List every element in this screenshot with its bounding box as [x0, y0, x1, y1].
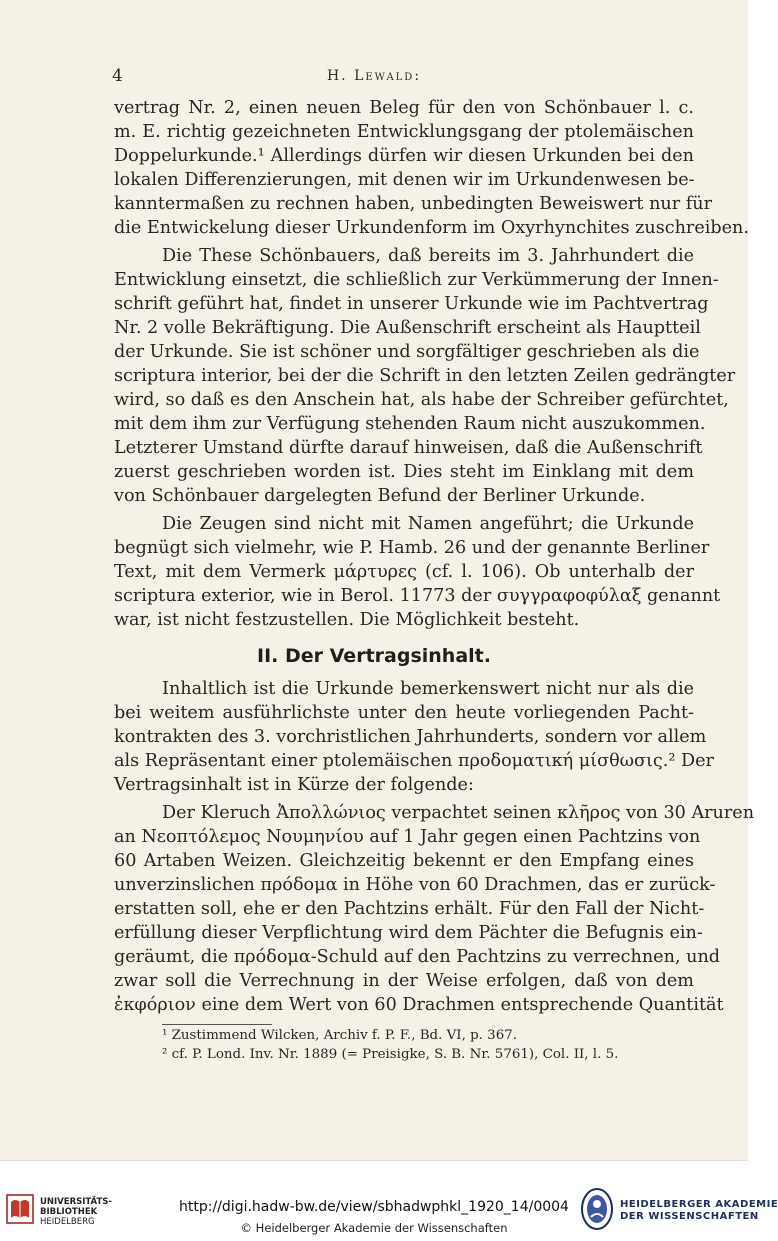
text-line: war, ist nicht festzustellen. Die Möglichkeit besteht. — [114, 610, 580, 630]
footnote: ² cf. P. Lond. Inv. Nr. 1889 (= Preisigke, S. B. Nr. 5761), Col. II, l. 5. — [162, 1047, 619, 1062]
text-line: Die Zeugen sind nicht mit Namen angeführt; die Urkunde — [162, 514, 694, 534]
library-name-line: UNIVERSITÄTS- — [40, 1197, 112, 1207]
academy-name-line: HEIDELBERGER AKADEMIE — [620, 1199, 778, 1210]
text-line: Text, mit dem Vermerk μάρτυρες (cf. l. 106). Ob unterhalb der — [114, 562, 694, 582]
academy-name — [620, 1199, 778, 1223]
footnote-rule — [162, 1024, 272, 1025]
text-line: 60 Artaben Weizen. Gleichzeitig bekennt er den Empfang eines — [114, 851, 694, 871]
text-line: wird, so daß es den Anschein hat, als habe der Schreiber gefürchtet, — [114, 390, 729, 410]
library-name-line: BIBLIOTHEK — [40, 1207, 98, 1217]
text-line: mit dem ihm zur Verfügung stehenden Raum nicht auszukommen. — [114, 414, 706, 434]
text-line: Die These Schönbauers, daß bereits im 3. Jahrhundert die — [162, 246, 694, 266]
text-line: geräumt, die πρόδομα-Schuld auf den Pachtzins zu verrechnen, und — [114, 947, 721, 967]
text-line: zwar soll die Verrechnung in der Weise erfolgen, daß von dem — [114, 971, 694, 991]
text-line: Der Kleruch Ἀπολλώνιος verpachtet seinen κλῆρος von 30 Aruren — [162, 803, 755, 823]
text-line: scriptura interior, bei der die Schrift in den letzten Zeilen gedrängter — [114, 366, 736, 386]
text-line: scriptura exterior, wie in Berol. 11773 der συγγραφοφύλαξ genannt — [114, 586, 721, 606]
library-name-line: HEIDELBERG — [40, 1217, 95, 1227]
text-line: Doppelurkunde.¹ Allerdings dürfen wir diesen Urkunden bei den — [114, 146, 694, 166]
viewer-footer — [0, 1160, 778, 1241]
text-line: erfüllung dieser Verpflichtung wird dem Pächter die Befugnis ein- — [114, 923, 703, 943]
section-heading: II. Der Vertragsinhalt. — [257, 645, 491, 667]
text-line: Vertragsinhalt ist in Kürze der folgende: — [114, 775, 474, 795]
text-line: vertrag Nr. 2, einen neuen Beleg für den von Schönbauer l. c. — [114, 98, 694, 118]
text-line: unverzinslichen πρόδομα in Höhe von 60 Drachmen, das er zurück- — [114, 875, 716, 895]
footnote: ¹ Zustimmend Wilcken, Archiv f. P. F., Bd. VI, p. 367. — [162, 1028, 517, 1043]
copyright-notice: © Heidelberger Akademie der Wissenschaften — [240, 1221, 508, 1235]
text-line: kontrakten des 3. vorchristlichen Jahrhunderts, sondern vor allem — [114, 727, 707, 747]
text-line: als Repräsentant einer ptolemäischen προδοματική μίσθωσις.² Der — [114, 751, 714, 771]
text-line: von Schönbauer dargelegten Befund der Berliner Urkunde. — [114, 486, 646, 506]
text-line: Entwicklung einsetzt, die schließlich zur Verkümmerung der Innen- — [114, 270, 719, 290]
text-line: ἐκφόριον eine dem Wert von 60 Drachmen entsprechende Quantität — [114, 995, 724, 1015]
text-line: kanntermaßen zu rechnen haben, unbedingten Beweiswert nur für — [114, 194, 712, 214]
text-line: die Entwickelung dieser Urkundenform im Oxyrhynchites zuschreiben. — [114, 218, 749, 238]
academy-seal-icon[interactable] — [580, 1187, 614, 1231]
text-line: Letzterer Umstand dürfte darauf hinweisen, daß die Außenschrift — [114, 438, 703, 458]
text-line: bei weitem ausführlichste unter den heute vorliegenden Pacht- — [114, 703, 694, 723]
text-line: zuerst geschrieben worden ist. Dies steht im Einklang mit dem — [114, 462, 694, 482]
text-line: schrift geführt hat, findet in unserer Urkunde wie im Pachtvertrag — [114, 294, 709, 314]
academy-name-line: DER WISSENSCHAFTEN — [620, 1211, 759, 1222]
running-header — [0, 66, 748, 90]
page-number: 4 — [112, 66, 123, 86]
text-line: begnügt sich vielmehr, wie P. Hamb. 26 und der genannte Berliner — [114, 538, 710, 558]
text-line: lokalen Differenzierungen, mit denen wir im Urkundenwesen be- — [114, 170, 695, 190]
running-title: H. Lewald: — [326, 68, 422, 84]
text-line: erstatten soll, ehe er den Pachtzins erhält. Für den Fall der Nicht- — [114, 899, 705, 919]
text-line: der Urkunde. Sie ist schöner und sorgfältiger geschrieben als die — [114, 342, 700, 362]
text-line: an Νεοπτόλεμος Νουμηνίου auf 1 Jahr gegen einen Pachtzins von — [114, 827, 701, 847]
text-line: Inhaltlich ist die Urkunde bemerkenswert nicht nur als die — [162, 679, 694, 699]
text-line: Nr. 2 volle Bekräftigung. Die Außenschrift erscheint als Hauptteil — [114, 318, 701, 338]
text-line: m. E. richtig gezeichneten Entwicklungsgang der ptolemäischen — [114, 122, 694, 142]
permalink-url[interactable]: http://digi.hadw-bw.de/view/sbhadwphkl_1920_14/0004 — [179, 1199, 569, 1215]
